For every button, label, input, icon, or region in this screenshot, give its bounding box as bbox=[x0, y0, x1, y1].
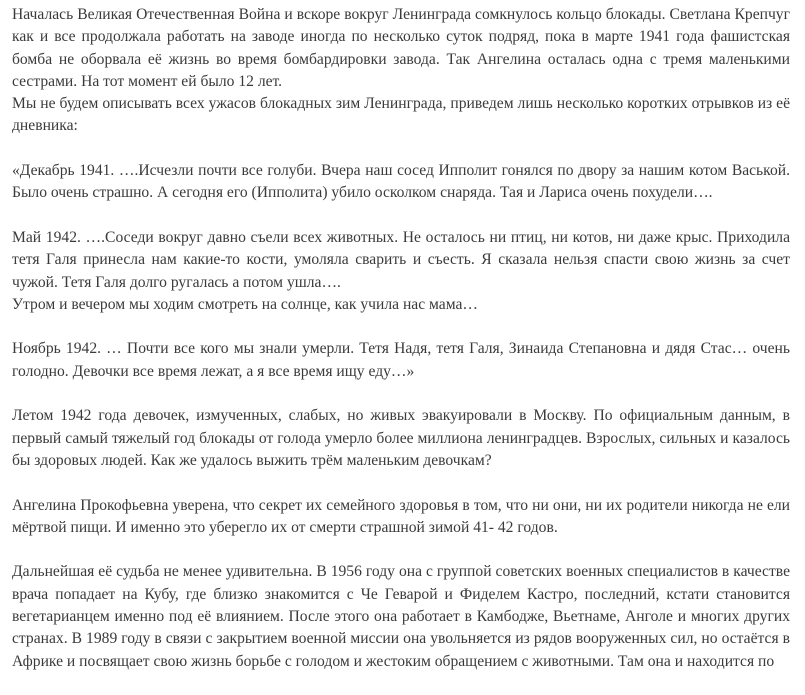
paragraph-evacuation: Летом 1942 года девочек, измученных, слабых, но живых эвакуировали в Москву. По официальным данным, в первый самый тяжелый год блокады от голода умерло более миллиона ленинградцев. Взрослых, сильных и казалось бы здоровых людей. Как же удалось выжить трём маленьким девочкам? bbox=[12, 407, 790, 469]
paragraph-intro: Началась Великая Отечественная Война и вскоре вокруг Ленинграда сомкнулось кольцо блокады. Светлана Крепчуг как и все продолжала работать на заводе иногда по несколько суток подряд, пока в марте 1941 года фашистская бомба не оборвала её жизнь во время бомбардировки завода. Так Ангелина осталась одна с тремя маленькими сестрами. На тот момент ей было 12 лет. Мы не будем описывать всех ужасов блокадных зим Ленинграда, приведем лишь несколько коротких отрывков из её дневника: bbox=[12, 6, 790, 135]
article-body bbox=[12, 4, 790, 695]
paragraph-diary-november-1942: Ноябрь 1942. … Почти все кого мы знали умерли. Тетя Надя, тетя Галя, Зинаида Степановна и дядя Стас… очень голодно. Девочки все время лежат, а я все время ищу еду…» bbox=[12, 340, 790, 380]
paragraph-health-secret: Ангелина Прокофьевна уверена, что секрет их семейного здоровья в том, что ни они, ни их родители никогда не ели мёртвой пищи. И именно это уберегло их от смерти страшной зимой 41- 42 годов. bbox=[12, 496, 790, 536]
paragraph-diary-may-1942: Май 1942. ….Соседи вокруг давно съели всех животных. Не осталось ни птиц, ни котов, ни даже крыс. Приходила тетя Галя принесла нам какие-то кости, умоляла сварить и съесть. Я сказала нельзя спасти свою жизнь за счет чужой. Тетя Галя долго ругалась а потом ушла…. Утром и вечером мы ходим смотреть на солнце, как учила нас мама… bbox=[12, 228, 790, 313]
paragraph-later-life: Дальнейшая её судьба не менее удивительна. В 1956 году она с группой советских военных специалистов в качестве врача попадает на Кубу, где близко знакомится с Че Геварой и Фиделем Кастро, последний, кстати становится вегетарианцем именно под её влиянием. После этого она работает в Камбодже, Вьетнаме, Анголе и многих других странах. В 1989 году в связи с закрытием военной миссии она увольняется из рядов вооруженных сил, но остаётся в Африке и посвящает свою жизнь борьбе с голодом и жестоким обращением с животными. Там она и находится по bbox=[12, 563, 790, 670]
paragraph-diary-december-1941: «Декабрь 1941. ….Исчезли почти все голуби. Вчера наш сосед Ипполит гонялся по двору за нашим котом Васькой. Было очень страшно. А сегодня его (Ипполита) убило осколком снаряда. Тая и Лариса очень похудели…. bbox=[12, 162, 790, 202]
